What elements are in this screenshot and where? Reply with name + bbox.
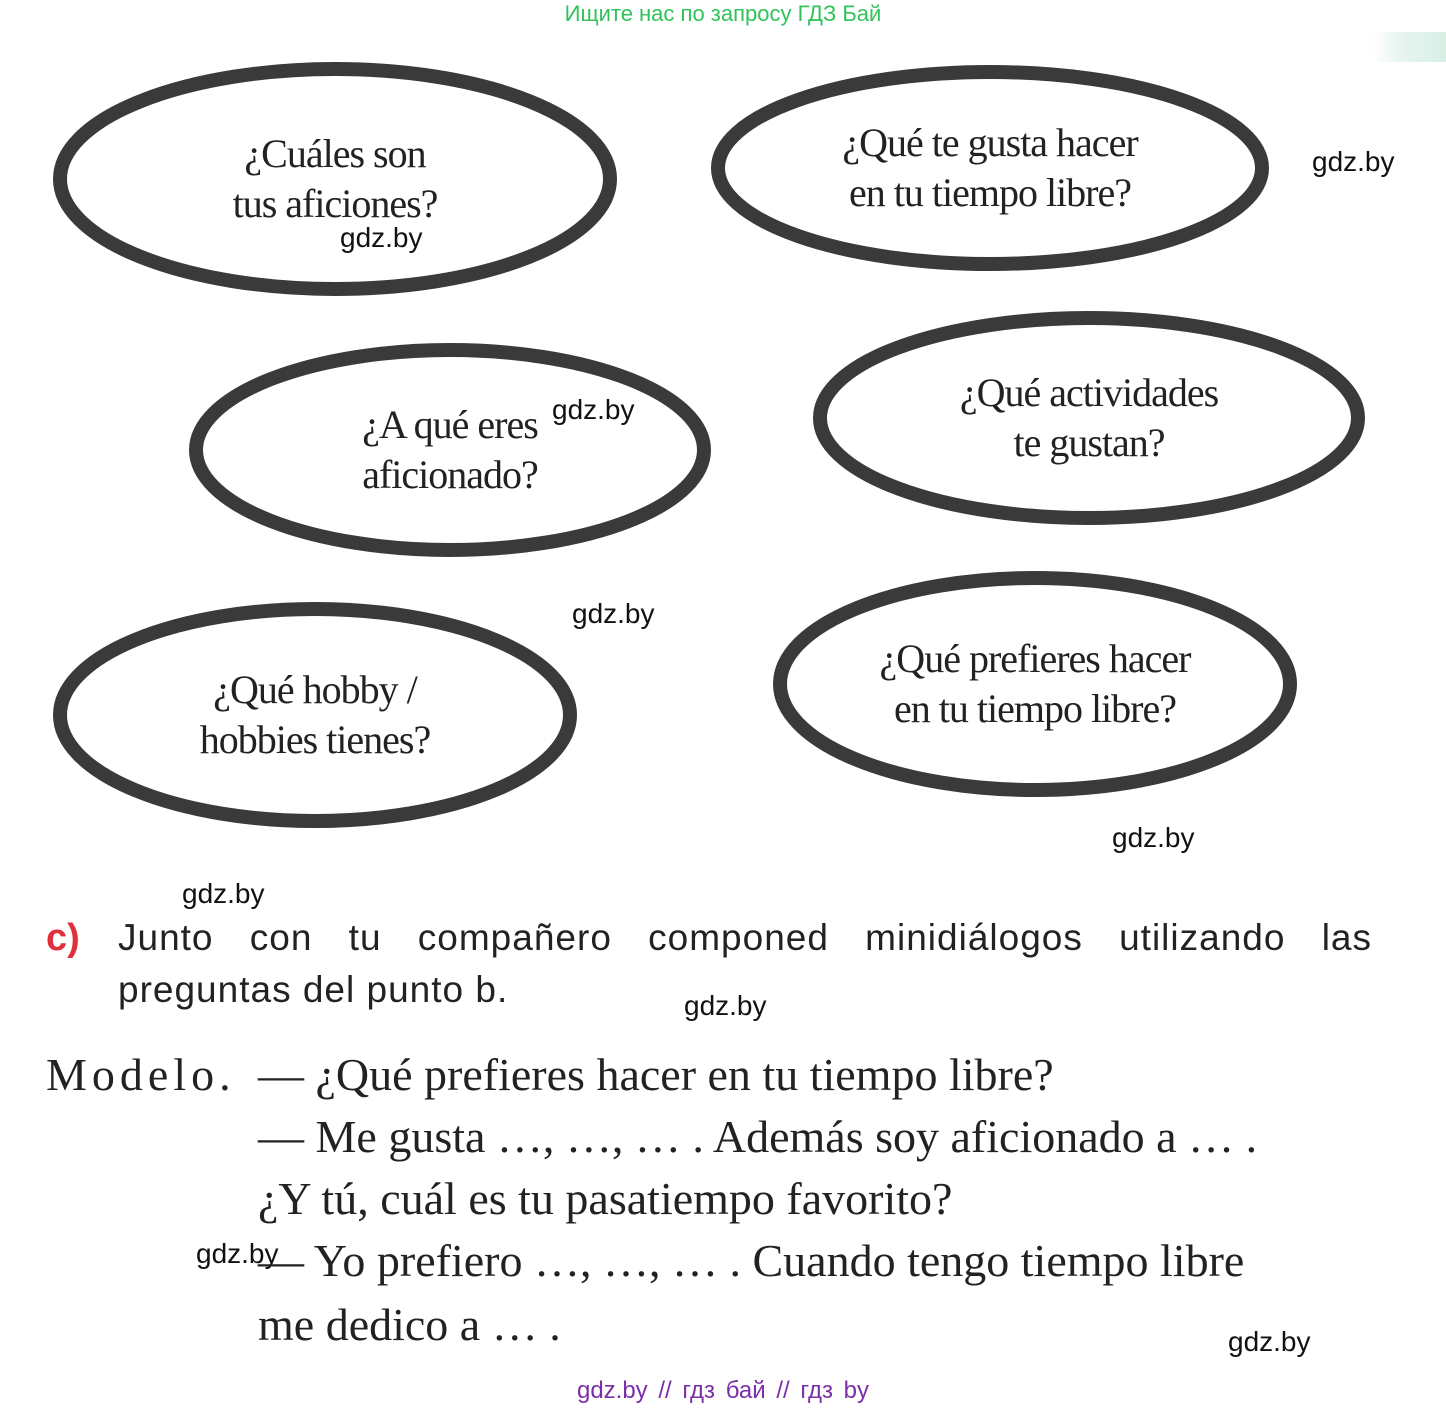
cloud-5-line-2: hobbies tienes?	[199, 717, 431, 762]
cloud-3-line-1: ¿A qué eres	[362, 402, 538, 447]
cloud-6-line-1: ¿Qué prefieres hacer	[879, 636, 1191, 681]
top-banner[interactable]: Ищите нас по запросу ГДЗ Бай	[564, 1, 882, 26]
task-instruction: Junto con tu compañero componed minidiálogos utilizando las preguntas del punto b.	[118, 917, 1372, 1010]
cloud-4-line-1: ¿Qué actividades	[959, 370, 1219, 415]
cloud-4-line-2: te gustan?	[1013, 420, 1165, 465]
watermark-9: gdz.by	[1228, 1326, 1311, 1357]
cloud-text-1	[46, 58, 624, 300]
cloud-1-line-1: ¿Cuáles son	[244, 131, 426, 176]
cloud-text-5	[46, 598, 584, 832]
watermark-1: gdz.by	[340, 222, 423, 253]
cloud-3-line-2: aficionado?	[362, 452, 538, 497]
cloud-bubble-5	[46, 598, 584, 832]
watermark-4: gdz.by	[572, 598, 655, 629]
dialogue-line-1: — ¿Qué prefieres hacer en tu tiempo libre?	[258, 1049, 1054, 1100]
cloud-bubble-4	[806, 308, 1372, 528]
dialogue-line-2: — Me gusta …, …, … . Además soy aficionado a … .	[258, 1111, 1258, 1162]
cloud-text-3	[182, 340, 718, 560]
watermark-2: gdz.by	[1312, 146, 1395, 177]
cloud-bubble-6	[766, 566, 1304, 802]
cloud-2-line-2: en tu tiempo libre?	[848, 170, 1131, 215]
cloud-bubble-2	[702, 62, 1278, 274]
footer-links[interactable]: gdz.by // гдз бай // гдз by	[576, 1377, 870, 1404]
cloud-5-line-1: ¿Qué hobby /	[213, 667, 417, 712]
watermark-6: gdz.by	[182, 878, 265, 909]
cloud-bubble-3	[182, 340, 718, 560]
dialogue-line-3: ¿Y tú, cuál es tu pasatiempo favorito?	[258, 1173, 953, 1224]
cloud-1-line-2: tus aficiones?	[232, 181, 438, 226]
cloud-bubble-1	[46, 58, 624, 300]
dialogue-line-4: — Yo prefiero …, …, … . Cuando tengo tiempo libre	[258, 1235, 1245, 1286]
cloud-text-6	[766, 566, 1304, 802]
cloud-text-2	[702, 62, 1278, 274]
model-label: Modelo.	[46, 1049, 236, 1100]
watermark-8: gdz.by	[196, 1238, 279, 1269]
watermark-7: gdz.by	[684, 990, 767, 1021]
cloud-text-4	[806, 308, 1372, 528]
corner-decoration	[1372, 32, 1446, 62]
dialogue-line-5: me dedico a … .	[258, 1299, 561, 1350]
watermark-5: gdz.by	[1112, 822, 1195, 853]
task-letter: c)	[46, 917, 80, 959]
cloud-2-line-1: ¿Qué te gusta hacer	[842, 120, 1138, 165]
cloud-6-line-2: en tu tiempo libre?	[893, 686, 1176, 731]
watermark-3: gdz.by	[552, 394, 635, 425]
